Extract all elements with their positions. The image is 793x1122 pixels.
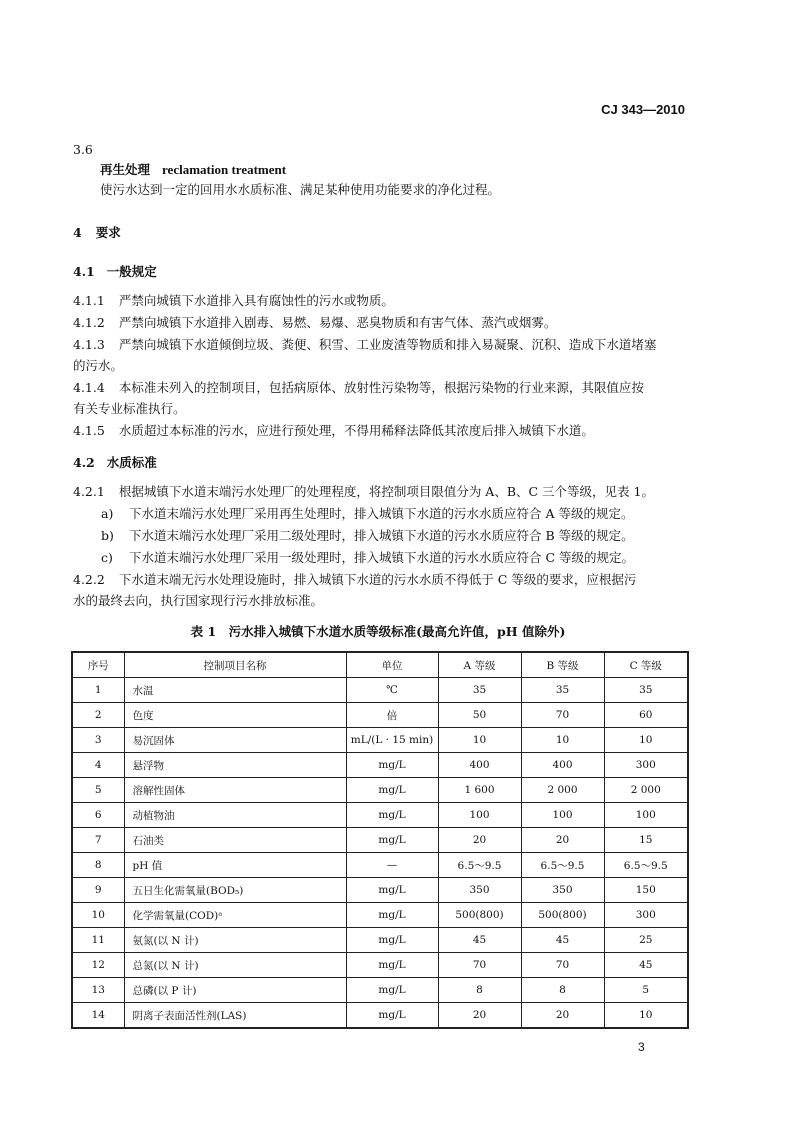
- cell-index: 2: [72, 703, 124, 728]
- clause-number: 4.1.1: [73, 293, 105, 308]
- header-index: 序号: [72, 652, 124, 678]
- cell-unit: mg/L: [346, 753, 438, 778]
- cell-unit: mg/L: [346, 1003, 438, 1029]
- cell-item: 悬浮物: [124, 753, 346, 778]
- cell-index: 5: [72, 778, 124, 803]
- table-row: [72, 678, 688, 703]
- table-row: [72, 753, 688, 778]
- cell-c: 45: [604, 953, 688, 978]
- header-item-name: 控制项目名称: [124, 652, 346, 678]
- clause-text: 水质超过本标准的污水，应进行预处理，不得用稀释法降低其浓度后排入城镇下水道。: [118, 423, 594, 438]
- cell-a: 500(800): [438, 903, 521, 928]
- table-row: [72, 828, 688, 853]
- cell-c: 60: [604, 703, 688, 728]
- header-grade-a: A 等级: [438, 652, 521, 678]
- cell-index: 8: [72, 853, 124, 878]
- cell-index: 7: [72, 828, 124, 853]
- cell-item: 溶解性固体: [124, 778, 346, 803]
- cell-c: 35: [604, 678, 688, 703]
- cell-b: 35: [521, 678, 604, 703]
- cell-unit: mg/L: [346, 778, 438, 803]
- cell-unit: mg/L: [346, 953, 438, 978]
- section-4-number: 4: [73, 225, 82, 240]
- table-row: [72, 853, 688, 878]
- cell-item: pH 值: [124, 853, 346, 878]
- cell-b: 400: [521, 753, 604, 778]
- section-4-1-heading: [73, 262, 157, 282]
- clause-text: 根据城镇下水道末端污水处理厂的处理程度，将控制项目限值分为 A、B、C 三个等级，见表 1。: [118, 484, 654, 499]
- clause-4-2-2-continuation: 水的最终去向，执行国家现行污水排放标准。: [73, 593, 324, 608]
- table-caption: 表 1 污水排入城镇下水道水质等级标准(最高允许值，pH 值除外): [190, 624, 566, 639]
- clause-text: 本标准未列入的控制项目，包括病原体、放射性污染物等，根据污染物的行业来源，其限值应按: [118, 380, 644, 395]
- cell-item: 总氮(以 N 计): [124, 953, 346, 978]
- cell-item: 氨氮(以 N 计): [124, 928, 346, 953]
- page-number: 3: [638, 1040, 645, 1054]
- cell-c: 25: [604, 928, 688, 953]
- clause-4-1-1: [73, 291, 394, 311]
- clause-number: 4.1.4: [73, 380, 105, 395]
- cell-unit: mL/(L · 15 min): [346, 728, 438, 753]
- cell-b: 70: [521, 953, 604, 978]
- cell-item: 阴离子表面活性剂(LAS): [124, 1003, 346, 1029]
- clause-4-1-4: [73, 378, 644, 398]
- list-marker: a): [101, 506, 114, 521]
- table-row: [72, 803, 688, 828]
- table-row: [72, 928, 688, 953]
- cell-c: 6.5～9.5: [604, 853, 688, 878]
- cell-b: 8: [521, 978, 604, 1003]
- term-definition: 使污水达到一定的回用水水质标准、满足某种使用功能要求的净化过程。: [100, 182, 501, 197]
- cell-index: 14: [72, 1003, 124, 1029]
- cell-unit: mg/L: [346, 903, 438, 928]
- cell-b: 10: [521, 728, 604, 753]
- clause-4-1-3: [73, 335, 656, 355]
- cell-a: 35: [438, 678, 521, 703]
- list-item-a: [101, 504, 633, 524]
- clause-text: 下水道末端无污水处理设施时，排入城镇下水道的污水水质不得低于 C 等级的要求，应根据污: [118, 572, 637, 587]
- clause-number: 4.1.2: [73, 315, 105, 330]
- cell-index: 1: [72, 678, 124, 703]
- clause-text: 严禁向城镇下水道排入具有腐蚀性的污水或物质。: [118, 293, 394, 308]
- section-4-2-heading: [73, 453, 157, 473]
- header-grade-c: C 等级: [604, 652, 688, 678]
- section-4-1-title: 一般规定: [106, 264, 157, 279]
- cell-c: 10: [604, 1003, 688, 1029]
- table-row: [72, 1003, 688, 1029]
- clause-text: 严禁向城镇下水道排入剧毒、易燃、易爆、恶臭物质和有害气体、蒸汽或烟雾。: [118, 315, 557, 330]
- cell-index: 3: [72, 728, 124, 753]
- list-item-c: [101, 548, 634, 568]
- clause-4-1-3-continuation: 的污水。: [73, 358, 124, 373]
- cell-c: 2 000: [604, 778, 688, 803]
- cell-a: 350: [438, 878, 521, 903]
- cell-a: 20: [438, 828, 521, 853]
- clause-number: 4.2.1: [73, 484, 105, 499]
- clause-4-1-2: [73, 313, 556, 333]
- section-4-2-number: 4.2: [73, 455, 95, 470]
- cell-b: 20: [521, 1003, 604, 1029]
- clause-number: 4.1.3: [73, 337, 105, 352]
- cell-index: 13: [72, 978, 124, 1003]
- cell-unit: —: [346, 853, 438, 878]
- clause-4-1-5: [73, 421, 594, 441]
- list-text: 下水道末端污水处理厂采用一级处理时，排入城镇下水道的污水水质应符合 C 等级的规定。: [129, 550, 635, 565]
- cell-b: 2 000: [521, 778, 604, 803]
- table-row: [72, 778, 688, 803]
- cell-a: 8: [438, 978, 521, 1003]
- cell-unit: mg/L: [346, 878, 438, 903]
- cell-b: 6.5～9.5: [521, 853, 604, 878]
- cell-item: 化学需氧量(COD)ᵃ: [124, 903, 346, 928]
- term-chinese: 再生处理: [100, 162, 151, 177]
- cell-unit: mg/L: [346, 803, 438, 828]
- cell-a: 1 600: [438, 778, 521, 803]
- cell-b: 45: [521, 928, 604, 953]
- list-marker: b): [101, 528, 114, 543]
- standard-number: CJ 343—2010: [601, 102, 685, 117]
- cell-index: 9: [72, 878, 124, 903]
- water-quality-table: [71, 651, 689, 1029]
- cell-a: 50: [438, 703, 521, 728]
- cell-unit: mg/L: [346, 928, 438, 953]
- cell-c: 10: [604, 728, 688, 753]
- cell-b: 20: [521, 828, 604, 853]
- header-unit: 单位: [346, 652, 438, 678]
- cell-b: 70: [521, 703, 604, 728]
- cell-c: 5: [604, 978, 688, 1003]
- cell-item: 总磷(以 P 计): [124, 978, 346, 1003]
- cell-unit: ℃: [346, 678, 438, 703]
- section-4-2-title: 水质标准: [106, 455, 157, 470]
- table-row: [72, 978, 688, 1003]
- list-text: 下水道末端污水处理厂采用再生处理时，排入城镇下水道的污水水质应符合 A 等级的规定。: [129, 506, 634, 521]
- table-row: [72, 703, 688, 728]
- clause-number: 4.1.5: [73, 423, 105, 438]
- cell-c: 15: [604, 828, 688, 853]
- cell-c: 150: [604, 878, 688, 903]
- table-row: [72, 903, 688, 928]
- clause-4-2-1: [73, 482, 654, 502]
- section-4-title: 要求: [95, 225, 121, 240]
- cell-a: 45: [438, 928, 521, 953]
- cell-a: 20: [438, 1003, 521, 1029]
- header-grade-b: B 等级: [521, 652, 604, 678]
- clause-4-1-4-continuation: 有关专业标准执行。: [73, 401, 186, 416]
- cell-a: 400: [438, 753, 521, 778]
- clause-number: 4.2.2: [73, 572, 105, 587]
- cell-a: 100: [438, 803, 521, 828]
- section-3-6-number: 3.6: [73, 142, 93, 157]
- list-text: 下水道末端污水处理厂采用二级处理时，排入城镇下水道的污水水质应符合 B 等级的规定。: [129, 528, 634, 543]
- cell-a: 10: [438, 728, 521, 753]
- cell-b: 100: [521, 803, 604, 828]
- table-row: [72, 953, 688, 978]
- cell-item: 石油类: [124, 828, 346, 853]
- section-4-heading: [73, 223, 121, 243]
- term-english: reclamation treatment: [162, 162, 287, 177]
- cell-c: 300: [604, 753, 688, 778]
- clause-text: 严禁向城镇下水道倾倒垃圾、粪便、积雪、工业废渣等物质和排入易凝聚、沉积、造成下水道堵塞: [118, 337, 657, 352]
- cell-index: 4: [72, 753, 124, 778]
- cell-unit: mg/L: [346, 828, 438, 853]
- clause-4-2-2: [73, 570, 636, 590]
- cell-unit: 倍: [346, 703, 438, 728]
- table-header-row: [72, 652, 688, 678]
- cell-a: 6.5～9.5: [438, 853, 521, 878]
- cell-index: 10: [72, 903, 124, 928]
- cell-c: 100: [604, 803, 688, 828]
- cell-item: 五日生化需氧量(BOD₅): [124, 878, 346, 903]
- term-heading: [100, 160, 286, 180]
- cell-item: 动植物油: [124, 803, 346, 828]
- cell-index: 6: [72, 803, 124, 828]
- list-item-b: [101, 526, 634, 546]
- cell-item: 易沉固体: [124, 728, 346, 753]
- cell-unit: mg/L: [346, 978, 438, 1003]
- cell-item: 色度: [124, 703, 346, 728]
- cell-c: 300: [604, 903, 688, 928]
- cell-b: 350: [521, 878, 604, 903]
- cell-a: 70: [438, 953, 521, 978]
- section-4-1-number: 4.1: [73, 264, 95, 279]
- table-row: [72, 728, 688, 753]
- list-marker: c): [101, 550, 113, 565]
- cell-item: 水温: [124, 678, 346, 703]
- table-row: [72, 878, 688, 903]
- cell-b: 500(800): [521, 903, 604, 928]
- cell-index: 11: [72, 928, 124, 953]
- cell-index: 12: [72, 953, 124, 978]
